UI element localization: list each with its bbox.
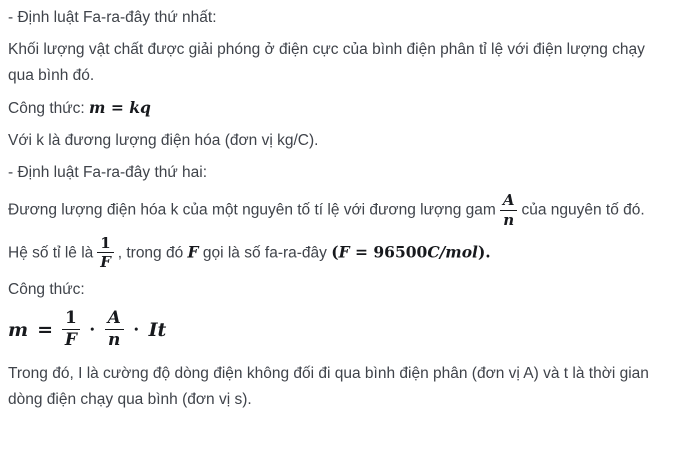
ratio-text-mid2: gọi là số fa-ra-đây xyxy=(198,243,332,261)
math-var-m: m xyxy=(89,98,106,117)
law2-statement xyxy=(8,192,671,229)
law2-text-after: của nguyên tố đó. xyxy=(521,201,645,219)
close-paren: ). xyxy=(477,241,491,261)
law1-statement: Khối lượng vật chất được giải phóng ở điện cực của bình điện phân tỉ lệ với điện lượng chạy qua bình đó. xyxy=(8,41,645,84)
fraction-numerator: A xyxy=(500,192,518,211)
law2-text-before: Đương lượng điện hóa k của một nguyên tố tí lệ với đương lượng gam xyxy=(8,201,496,219)
fraction-denominator: n xyxy=(503,210,515,229)
closing-note: Trong đó, I là cường độ dòng điện không đối đi qua bình điện phân (đơn vị A) và t là thời gian dòng điện chạy qua bình (đơn vị s). xyxy=(8,365,649,409)
fraction-A-over-n xyxy=(105,309,124,350)
math-var-m: m xyxy=(8,318,29,341)
law1-title: - Định luật Fa-ra-đây thứ nhất: xyxy=(8,9,217,26)
multiplication-dot: ⋅ xyxy=(88,319,96,340)
fraction-1-over-F xyxy=(97,235,113,272)
formula1-math xyxy=(89,98,151,117)
ratio-text-mid: , trong đó xyxy=(117,243,188,261)
fraction-denominator: F xyxy=(64,330,77,351)
multiplication-dot: ⋅ xyxy=(132,319,140,340)
ratio-statement xyxy=(8,235,671,272)
faraday-constant-math xyxy=(331,242,490,261)
faraday-value: = 96500 xyxy=(349,241,428,261)
fraction-A-over-n xyxy=(500,192,518,229)
ratio-text-before: Hệ số tỉ lê là xyxy=(8,243,94,261)
fraction-1-over-F xyxy=(62,309,80,350)
formula1-label: Công thức: xyxy=(8,100,90,117)
equals-sign: = xyxy=(105,98,130,117)
open-paren: ( xyxy=(331,241,339,261)
math-var-It: It xyxy=(148,318,167,341)
fraction-denominator: F xyxy=(100,253,111,272)
fraction-numerator: 1 xyxy=(62,309,80,330)
formula2-label: Công thức: xyxy=(8,281,85,299)
math-var-kq: kq xyxy=(129,98,151,117)
law1-note: Với k là đương lượng điện hóa (đơn vị kg/C). xyxy=(8,132,319,149)
fraction-numerator: A xyxy=(105,309,124,330)
fraction-numerator: 1 xyxy=(97,235,113,254)
math-var-F: F xyxy=(338,241,350,261)
fraction-denominator: n xyxy=(108,330,121,351)
formula-faraday-combined xyxy=(8,309,671,350)
law2-title: - Định luật Fa-ra-đây thứ hai: xyxy=(8,164,208,181)
formula1-line xyxy=(8,95,671,122)
math-var-F: F xyxy=(187,241,199,261)
equals-sign: = xyxy=(37,318,54,341)
faraday-unit: C/mol xyxy=(427,241,478,261)
